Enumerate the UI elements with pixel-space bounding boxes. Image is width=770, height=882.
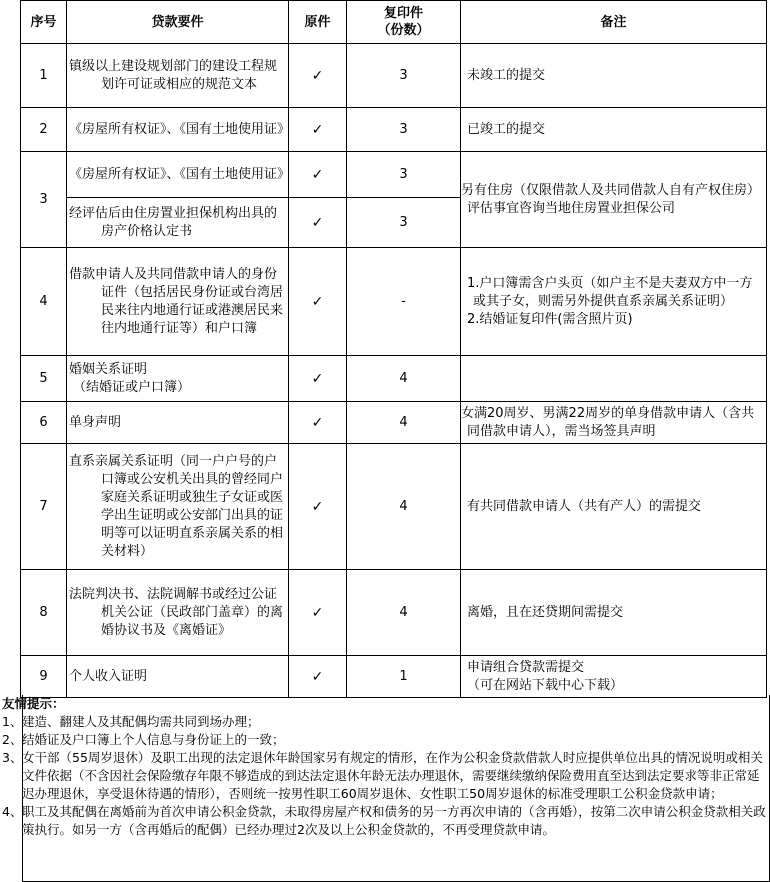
check-mark: ✓: [311, 67, 324, 84]
check-mark: ✓: [311, 214, 324, 231]
row-index: 5: [21, 356, 67, 402]
remark-line-1: 申请组合贷款需提交: [467, 659, 585, 675]
original-check-icon: [289, 44, 347, 108]
tip-item: [0, 749, 768, 803]
header-original: 原件: [289, 1, 347, 44]
tip-number: 4、: [2, 804, 23, 819]
table-row: [21, 356, 767, 402]
original-check-icon: [289, 152, 347, 198]
row-remarks: 另有住房（仅限借款人及共同借款人自有产权住房）评估事宜咨询当地住房置业担保公司: [461, 152, 767, 248]
remark-line-1: 1.户口簿需含户头页（如户主不是夫妻双方中一方或其子女，则需另外提供直系亲属关系证明）: [467, 275, 753, 309]
header-row: [21, 1, 767, 44]
tip-item: [0, 713, 768, 731]
row-copies: 1: [347, 656, 461, 698]
row-index: 4: [21, 248, 67, 356]
row-copies: 4: [347, 356, 461, 402]
check-mark: ✓: [311, 121, 324, 138]
tip-item: [0, 803, 768, 839]
row-item: 《房屋所有权证》、《国有土地使用证》: [67, 152, 289, 198]
row-remarks: [461, 656, 767, 698]
header-copies-line2: （份数）: [377, 23, 430, 38]
tip-number: 1、: [2, 714, 23, 729]
row-index: 6: [21, 402, 67, 444]
table-row: [21, 248, 767, 356]
row-index: 1: [21, 44, 67, 108]
header-copies-line1: 复印件: [383, 6, 423, 21]
row-item: 单身声明: [67, 402, 289, 444]
check-mark: ✓: [311, 604, 324, 621]
row-item: 直系亲属关系证明（同一户户号的户口簿或公安机关出具的曾经同户家庭关系证明或独生子女证或医学出生证明或公安部门出具的证明等可以证明直系亲属关系的相关材料）: [67, 444, 289, 570]
row-item: 借款申请人及共同借款申请人的身份证件（包括居民身份证或台湾居民来往内地通行证或港澳居民来往内地通行证等）和户口簿: [67, 248, 289, 356]
row-item: 个人收入证明: [67, 656, 289, 698]
row-copies: 3: [347, 108, 461, 152]
original-check-icon: [289, 402, 347, 444]
remark-line-2: 2.结婚证复印件(需含照片页): [467, 311, 633, 327]
original-check-icon: [289, 356, 347, 402]
table-row: [21, 402, 767, 444]
header-remarks: 备注: [461, 1, 767, 44]
original-check-icon: [289, 570, 347, 656]
original-check-icon: [289, 248, 347, 356]
row-copies: 4: [347, 402, 461, 444]
original-check-icon: [289, 444, 347, 570]
row-item: 法院判决书、法院调解书或经过公证机关公证（民政部门盖章）的离婚协议书及《离婚证》: [67, 570, 289, 656]
row-remarks: 离婚，且在还贷期间需提交: [461, 570, 767, 656]
tip-text: 建造、翻建人及其配偶均需共同到场办理；: [22, 714, 260, 729]
row-item: [67, 356, 289, 402]
check-mark: ✓: [311, 166, 324, 183]
row-copies: 4: [347, 570, 461, 656]
tip-number: 3、: [2, 750, 23, 765]
tip-text: 职工及其配偶在离婚前为首次申请公积金贷款，未取得房屋产权和债务的另一方再次申请的（含再婚），按第二次申请公积金贷款相关政策执行。如另一方（含再婚后的配偶）已经办理过2次及以上公积金贷款的，不再受理贷款申请。: [22, 804, 766, 837]
remark-line-2: （可在网站下载中心下载）: [467, 677, 624, 693]
row-item: 镇级以上建设规划部门的建设工程规划许可证或相应的规范文本: [67, 44, 289, 108]
row-copies: -: [347, 248, 461, 356]
tip-item: [0, 731, 768, 749]
row-index: 7: [21, 444, 67, 570]
table-row: [21, 44, 767, 108]
check-mark: ✓: [311, 293, 324, 310]
row-remarks: 女满20周岁、男满22周岁的单身借款申请人（含共同借款申请人），需当场签具声明: [461, 402, 767, 444]
check-mark: ✓: [311, 668, 324, 685]
row-item: 《房屋所有权证》、《国有土地使用证》: [67, 108, 289, 152]
tip-text: 女干部（55周岁退休）及职工出现的法定退休年龄国家另有规定的情形，在作为公积金贷款借款人时应提供单位出具的情况说明或相关文件依据（不含因社会保险缴存年限不够造成的到达法定退休年龄无法办理退休，需要继续缴纳保险费用直至达到法定要求等非正常延迟办理退休，享受退休待遇的情形），否则统一按男性职工60周岁退休、女性职工50周岁退休的标准受理职工公积金贷款申请；: [22, 750, 763, 801]
header-index: 序号: [21, 1, 67, 44]
table-row: [21, 444, 767, 570]
table-row: [21, 152, 767, 198]
original-check-icon: [289, 198, 347, 248]
row-copies: 4: [347, 444, 461, 570]
header-copies: [347, 1, 461, 44]
table-row: [21, 108, 767, 152]
check-mark: ✓: [311, 414, 324, 431]
header-item: 贷款要件: [67, 1, 289, 44]
row-remarks: 未竣工的提交: [461, 44, 767, 108]
row-remarks: 已竣工的提交: [461, 108, 767, 152]
row-copies: 3: [347, 44, 461, 108]
row-index: 8: [21, 570, 67, 656]
tip-number: 2、: [2, 732, 23, 747]
row-item-line-1: 婚姻关系证明: [69, 361, 148, 377]
row-copies: 3: [347, 198, 461, 248]
row-index: 3: [21, 152, 67, 248]
table-row: [21, 570, 767, 656]
requirements-table: [20, 0, 767, 698]
row-remarks: 有共同借款申请人（共有产人）的需提交: [461, 444, 767, 570]
row-item-line-2: （结婚证或户口簿）: [73, 379, 191, 395]
table-row: [21, 656, 767, 698]
original-check-icon: [289, 108, 347, 152]
check-mark: ✓: [311, 498, 324, 515]
tips-title: 友情提示：: [2, 696, 65, 711]
row-remarks: [461, 248, 767, 356]
row-index: 9: [21, 656, 67, 698]
check-mark: ✓: [311, 370, 324, 387]
original-check-icon: [289, 656, 347, 698]
tips-section: [0, 695, 768, 839]
row-remarks: [461, 356, 767, 402]
row-copies: 3: [347, 152, 461, 198]
row-item: 经评估后由住房置业担保机构出具的房产价格认定书: [67, 198, 289, 248]
tip-text: 结婚证及户口簿上个人信息与身份证上的一致；: [22, 732, 285, 747]
row-index: 2: [21, 108, 67, 152]
